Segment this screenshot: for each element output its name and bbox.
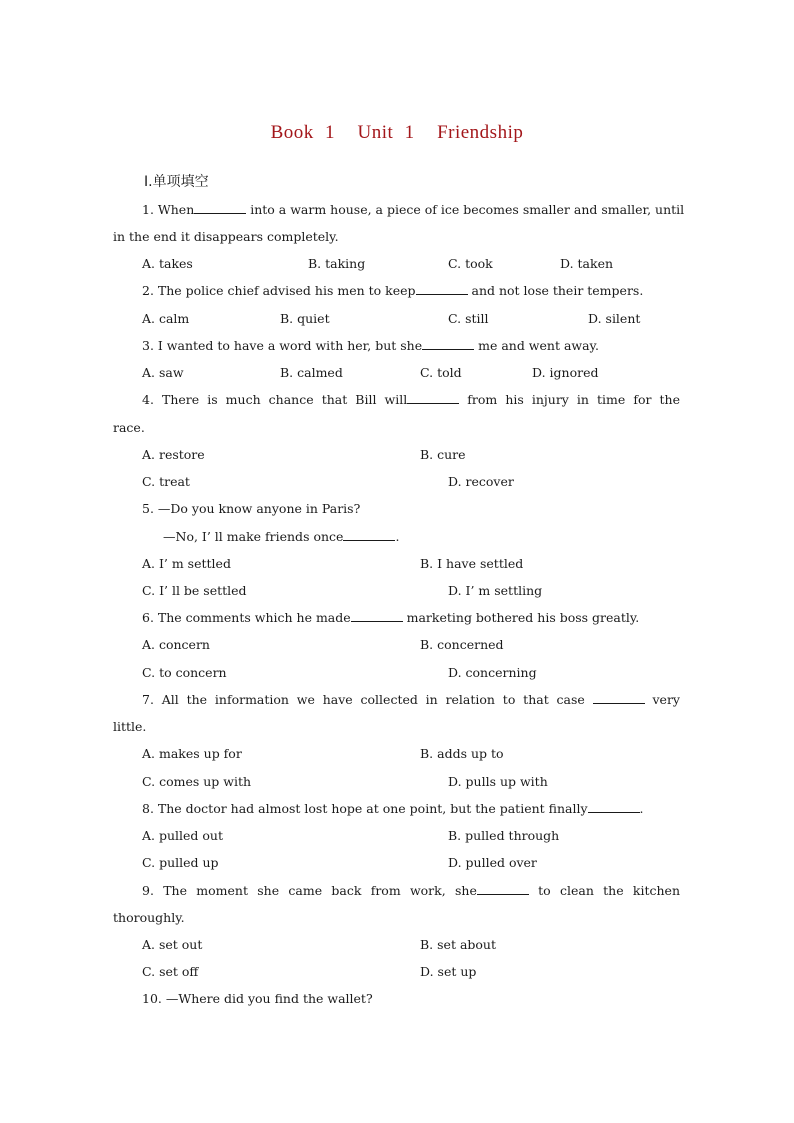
question-7-stem: 7. All the information we have collected in relation to that case very	[142, 692, 680, 707]
question-2-option-c: C. still	[448, 311, 489, 326]
question-1-option-c: C. took	[448, 256, 493, 271]
question-1-option-a: A. takes	[142, 256, 193, 271]
question-2-option-d: D. silent	[588, 311, 641, 326]
section-heading: Ⅰ.单项填空	[144, 174, 209, 190]
question-7-option-a: A. makes up for	[142, 746, 242, 761]
question-4-option-a: A. restore	[142, 447, 205, 462]
question-4-stem: 4. There is much chance that Bill will from his injury in time for the	[142, 392, 681, 407]
question-10-stem: 10. —Where did you find the wallet?	[142, 991, 373, 1006]
question-4-option-d: D. recover	[448, 474, 514, 489]
answer-blank	[351, 610, 403, 622]
question-9-option-b: B. set about	[420, 937, 496, 952]
question-9-option-c: C. set off	[142, 964, 199, 979]
question-5-option-d: D. I’ m settling	[448, 583, 543, 598]
question-2-option-a: A. calm	[142, 311, 190, 326]
answer-blank	[194, 202, 246, 214]
question-7-option-d: D. pulls up with	[448, 774, 548, 789]
question-4-option-b: B. cure	[420, 447, 466, 462]
question-6-option-d: D. concerning	[448, 665, 537, 680]
question-9-stem-cont: thoroughly.	[113, 910, 185, 925]
question-8-option-b: B. pulled through	[448, 828, 560, 843]
answer-blank	[422, 338, 474, 350]
page-title: Book 1 Unit 1 Friendship	[270, 122, 524, 143]
question-8-option-d: D. pulled over	[448, 855, 537, 870]
question-9-option-d: D. set up	[420, 964, 477, 979]
answer-blank	[477, 883, 529, 895]
question-6-option-c: C. to concern	[142, 665, 227, 680]
question-1-stem: 1. When into a warm house, a piece of ice becomes smaller and smaller, until	[142, 202, 685, 217]
answer-blank	[416, 283, 468, 295]
question-2-stem: 2. The police chief advised his men to keep and not lose their tempers.	[142, 283, 644, 298]
question-3-option-a: A. saw	[142, 365, 184, 380]
question-3-option-d: D. ignored	[532, 365, 599, 380]
question-3-option-b: B. calmed	[280, 365, 343, 380]
question-9-stem: 9. The moment she came back from work, she to clean the kitchen	[142, 883, 680, 898]
question-4-option-c: C. treat	[142, 474, 190, 489]
question-8-option-a: A. pulled out	[142, 828, 223, 843]
question-7-stem-cont: little.	[113, 719, 147, 734]
question-9-option-a: A. set out	[142, 937, 203, 952]
question-3-option-c: C. told	[420, 365, 462, 380]
question-5-dialog: —No, I’ ll make friends once .	[163, 529, 400, 544]
answer-blank	[407, 392, 459, 404]
answer-blank	[343, 529, 395, 541]
question-5-option-a: A. I’ m settled	[142, 556, 231, 571]
question-2-option-b: B. quiet	[280, 311, 330, 326]
question-5-option-c: C. I’ ll be settled	[142, 583, 247, 598]
question-6-option-a: A. concern	[142, 637, 210, 652]
question-7-option-c: C. comes up with	[142, 774, 252, 789]
question-3-stem: 3. I wanted to have a word with her, but she me and went away.	[142, 338, 599, 353]
question-1-option-d: D. taken	[560, 256, 614, 271]
question-6-option-b: B. concerned	[420, 637, 504, 652]
answer-blank	[588, 801, 640, 813]
question-8-stem: 8. The doctor had almost lost hope at one point, but the patient finally .	[142, 801, 644, 816]
question-4-stem-cont: race.	[113, 420, 145, 435]
question-5-option-b: B. I have settled	[420, 556, 524, 571]
question-6-stem: 6. The comments which he made marketing bothered his boss greatly.	[142, 610, 640, 625]
question-8-option-c: C. pulled up	[142, 855, 219, 870]
question-1-option-b: B. taking	[308, 256, 366, 271]
question-5-stem: 5. —Do you know anyone in Paris?	[142, 501, 361, 516]
question-1-stem-cont: in the end it disappears completely.	[113, 229, 339, 244]
answer-blank	[593, 692, 645, 704]
question-7-option-b: B. adds up to	[420, 746, 504, 761]
